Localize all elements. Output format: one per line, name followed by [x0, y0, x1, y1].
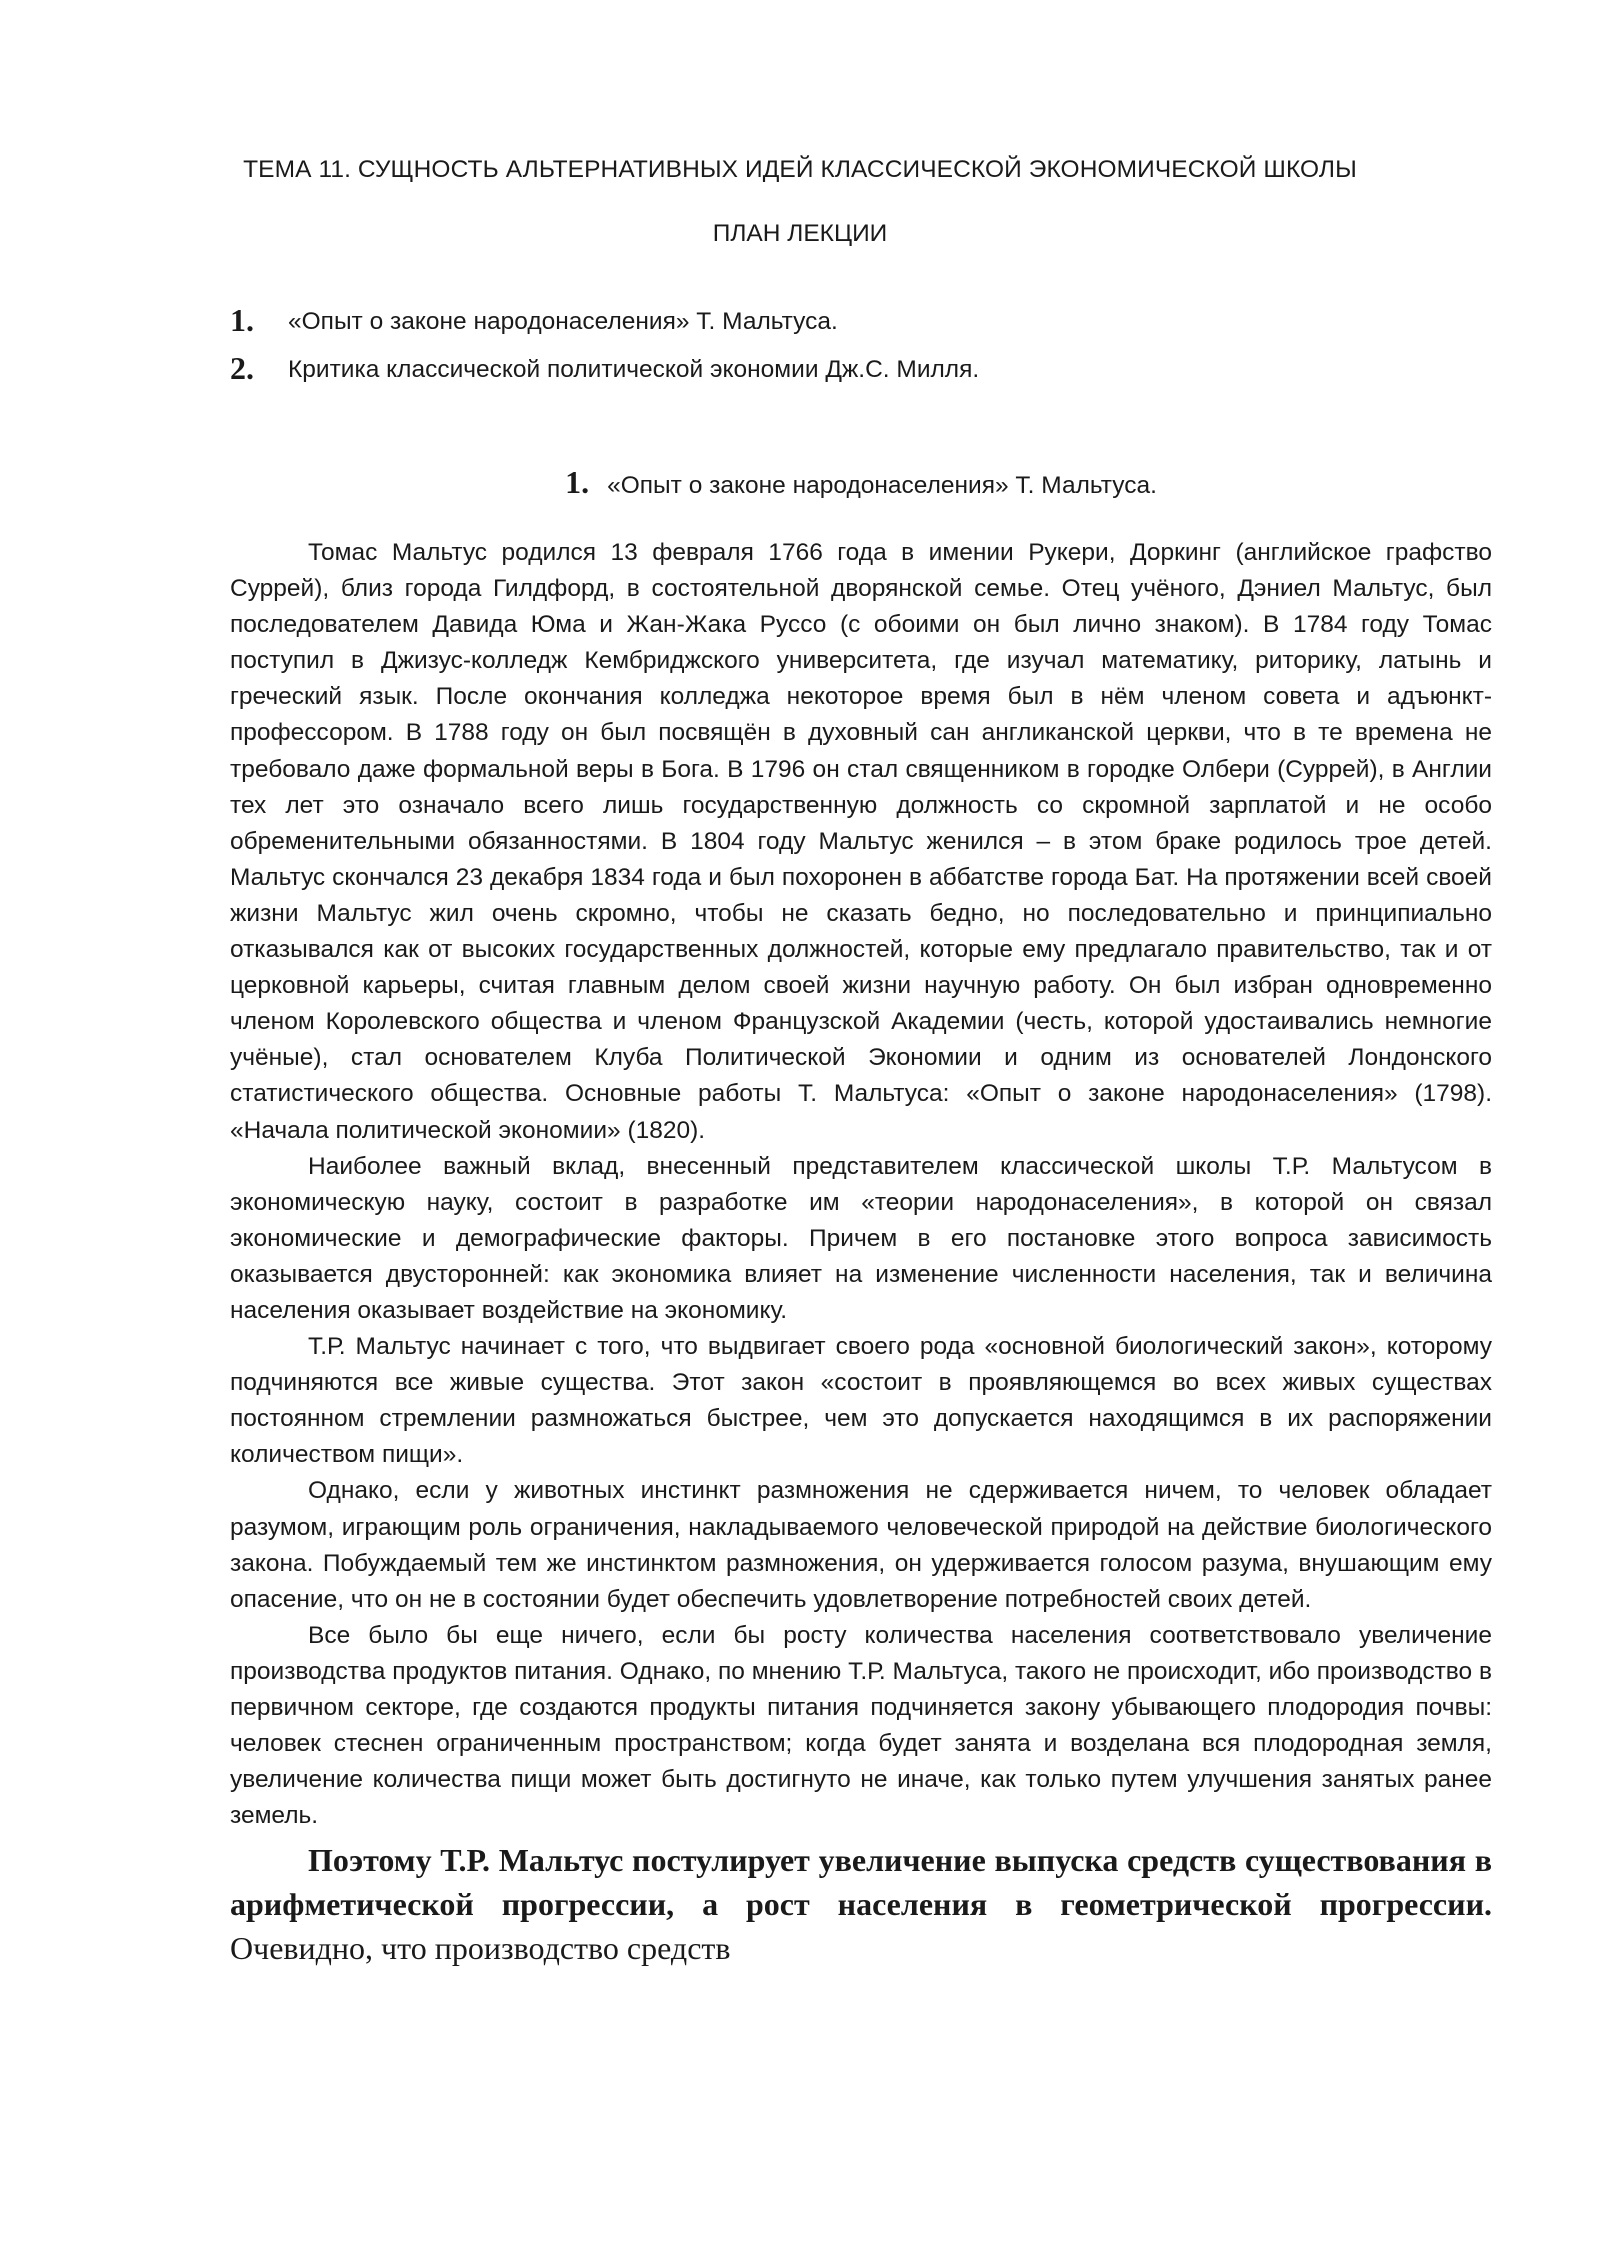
plan-item-text: «Опыт о законе народонаселения» Т. Мальтуса.	[288, 308, 838, 335]
paragraph: Томас Мальтус родился 13 февраля 1766 года в имении Рукери, Доркинг (английское графство Суррей), близ города Гилдфорд, в состоятельной дворянской семье. Отец учёного, Дэниел Мальтус, был последователем Давида Юма и Жан-Жака Руссо (с обоими он был лично знаком). В 1784 году Томас поступил в Джизус-колледж Кембриджского университета, где изучал математику, риторику, латынь и греческий язык. После окончания колледжа некоторое время был в нём членом совета и адъюнкт-профессором. В 1788 году он был посвящён в духовный сан англиканской церкви, что в те времена не требовало даже формальной веры в Бога. В 1796 он стал священником в городке Олбери (Суррей), в Англии тех лет это означало всего лишь государственную должность со скромной зарплатой и не особо обременительными обязанностями. В 1804 году Мальтус женился – в этом браке родилось трое детей. Мальтус скончался 23 декабря 1834 года и был похоронен в аббатстве города Бат. На протяжении всей своей жизни Мальтус жил очень скромно, чтобы не сказать бедно, но последовательно и принципиально отказывался как от высоких государственных должностей, которые ему предлагало правительство, так и от церковной карьеры, считая главным делом своей жизни научную работу. Он был избран одновременно членом Королевского общества и членом Французской Академии (честь, которой удостаивались немногие учёные), стал основателем Клуба Политической Экономии и одним из основателей Лондонского статистического общества. Основные работы Т. Мальтуса: «Опыт о законе народонаселения» (1798). «Начала политической экономии» (1820).	[230, 539, 1492, 1144]
plan-item-text: Критика классической политической экономии Дж.С. Милля.	[288, 356, 980, 383]
paragraph: Однако, если у животных инстинкт размножения не сдерживается ничем, то человек обладает разумом, играющим роль ограничения, накладываемого человеческой природой на действие биологического закона. Побуждаемый тем же инстинктом размножения, он удерживается голосом разума, внушающим ему опасение, что он не в состоянии будет обеспечить удовлетворение потребностей своих детей.	[230, 1477, 1492, 1613]
plan-item	[230, 344, 1492, 392]
body-text	[230, 535, 1492, 1970]
section-heading-text: «Опыт о законе народонаселения» Т. Мальтуса.	[607, 472, 1157, 499]
section-heading-number: 1.	[565, 464, 590, 500]
conclusion-normal-text: Очевидно, что производство средств	[230, 1930, 731, 1967]
plan-item-number: 1.	[230, 302, 254, 338]
paragraph: Т.Р. Мальтус начинает с того, что выдвигает своего рода «основной биологический закон», которому подчиняются все живые существа. Этот закон «состоит в проявляющемся во всех живых существах постоянном стремлении размножаться быстрее, чем это допускается находящимся в их распоряжении количеством пищи».	[230, 1333, 1492, 1469]
section-heading	[230, 460, 1492, 508]
plan-title: ПЛАН ЛЕКЦИИ	[712, 220, 888, 247]
plan-item	[230, 296, 1492, 344]
paragraph: Наиболее важный вклад, внесенный представителем классической школы Т.Р. Мальтусом в экономическую науку, состоит в разработке им «теории народонаселения», в которой он связал экономические и демографические факторы. Причем в его постановке этого вопроса зависимость оказывается двусторонней: как экономика влияет на изменение численности населения, так и величина населения оказывает воздействие на экономику.	[230, 1152, 1492, 1324]
conclusion-bold-text: Поэтому Т.Р. Мальтус постулирует увеличение выпуска средств существования в арифметической прогрессии, а рост населения в геометрической прогрессии.	[230, 1842, 1492, 1923]
document-title: ТЕМА 11. СУЩНОСТЬ АЛЬТЕРНАТИВНЫХ ИДЕЙ КЛАССИЧЕСКОЙ ЭКОНОМИЧЕСКОЙ ШКОЛЫ	[243, 156, 1357, 183]
plan-list	[230, 296, 1492, 392]
paragraph: Все было бы еще ничего, если бы росту количества населения соответствовало увеличение производства продуктов питания. Однако, по мнению Т.Р. Мальтуса, такого не происходит, ибо производство в первичном секторе, где создаются продукты питания подчиняется закону убывающего плодородия почвы: человек стеснен ограниченным пространством; когда будет занята и возделана вся плодородная земля, увеличение количества пищи может быть достигнуто не иначе, как только путем улучшения занятых ранее земель.	[230, 1621, 1492, 1830]
conclusion-paragraph	[230, 1838, 1492, 1970]
plan-item-number: 2.	[230, 350, 254, 386]
